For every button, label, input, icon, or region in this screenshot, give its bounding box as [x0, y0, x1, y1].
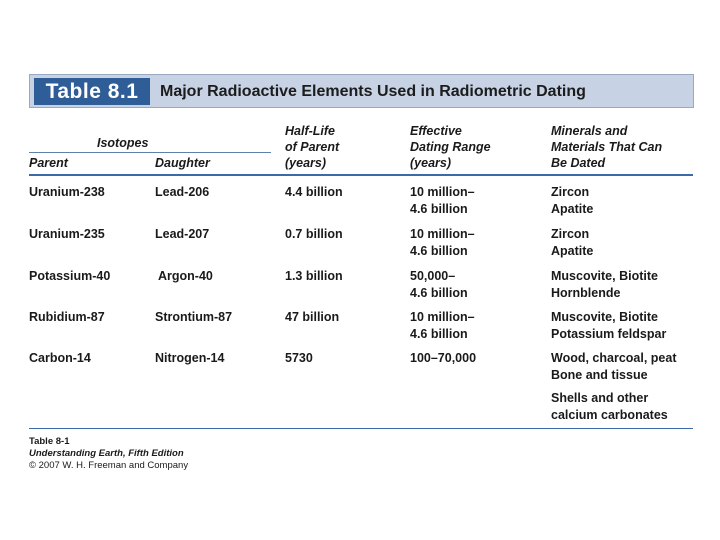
row-3-range-line-2: 4.6 billion — [410, 286, 468, 300]
row-5-range — [410, 350, 476, 367]
header-daughter: Daughter — [155, 156, 210, 170]
header-parent: Parent — [29, 156, 68, 170]
row-4-daughter: Strontium-87 — [155, 310, 233, 324]
row-2-mineral-1: Zircon — [551, 227, 590, 241]
row-1-range-line-1: 10 million– — [410, 185, 475, 199]
row-3-half-life: 1.3 billion — [285, 269, 343, 283]
row-1-mineral-1: Zircon — [551, 185, 590, 199]
row-3-range — [410, 268, 468, 302]
row-4-mineral-2: Potassium feldspar — [551, 327, 667, 341]
header-half-life — [285, 123, 339, 171]
table-number: Table 8.1 — [34, 78, 150, 105]
row-2-minerals — [551, 226, 593, 260]
row-5-minerals — [551, 350, 677, 424]
row-2-parent: Uranium-235 — [29, 227, 105, 241]
header-range-line-1: Effective — [410, 124, 462, 138]
row-3-parent: Potassium-40 — [29, 269, 111, 283]
table-bottom-rule — [29, 428, 693, 429]
row-1-range-line-2: 4.6 billion — [410, 202, 468, 216]
row-4-half-life: 47 billion — [285, 310, 340, 324]
row-3-mineral-2: Hornblende — [551, 286, 621, 300]
header-minerals — [551, 123, 662, 171]
row-5-parent: Carbon-14 — [29, 351, 91, 365]
row-3-range-line-1: 50,000– — [410, 269, 456, 283]
row-4-mineral-1: Muscovite, Biotite — [551, 310, 658, 324]
row-2-mineral-2: Apatite — [551, 244, 594, 258]
row-2-range-line-2: 4.6 billion — [410, 244, 468, 258]
table-title: Major Radioactive Elements Used in Radiometric Dating — [160, 83, 586, 100]
header-half-life-line-2: of Parent — [285, 140, 340, 154]
row-4-parent: Rubidium-87 — [29, 310, 105, 324]
header-half-life-line-3: (years) — [285, 156, 326, 170]
row-5-range-line-1: 100–70,000 — [410, 351, 477, 365]
footer-label: Table 8-1 — [29, 436, 70, 447]
row-5-half-life: 5730 — [285, 351, 313, 365]
row-1-minerals — [551, 184, 593, 218]
row-4-range-line-1: 10 million– — [410, 310, 475, 324]
row-3-minerals — [551, 268, 658, 302]
row-2-half-life: 0.7 billion — [285, 227, 343, 241]
header-range-line-2: Dating Range — [410, 140, 491, 154]
row-1-mineral-2: Apatite — [551, 202, 594, 216]
header-minerals-line-3: Be Dated — [551, 156, 606, 170]
row-4-range — [410, 309, 475, 343]
row-5-mineral-2: Bone and tissue — [551, 368, 648, 382]
row-1-range — [410, 184, 475, 218]
isotopes-underline — [29, 152, 271, 153]
row-5-mineral-4: calcium carbonates — [551, 408, 668, 422]
footer-book: Understanding Earth, Fifth Edition — [29, 448, 184, 459]
header-rule — [29, 174, 693, 176]
row-1-daughter: Lead-206 — [155, 185, 210, 199]
row-5-daughter: Nitrogen-14 — [155, 351, 225, 365]
row-5-mineral-1: Wood, charcoal, peat — [551, 351, 677, 365]
row-1-half-life: 4.4 billion — [285, 185, 343, 199]
row-2-daughter: Lead-207 — [155, 227, 210, 241]
header-minerals-line-1: Minerals and — [551, 124, 628, 138]
header-minerals-line-2: Materials That Can — [551, 140, 663, 154]
row-2-range-line-1: 10 million– — [410, 227, 475, 241]
row-2-range — [410, 226, 475, 260]
row-3-daughter: Argon-40 — [158, 269, 213, 283]
footer-copyright: © 2007 W. H. Freeman and Company — [29, 460, 189, 471]
header-isotopes: Isotopes — [97, 136, 149, 150]
header-dating-range — [410, 123, 491, 171]
row-3-mineral-1: Muscovite, Biotite — [551, 269, 658, 283]
row-1-parent: Uranium-238 — [29, 185, 105, 199]
row-5-mineral-3: Shells and other — [551, 391, 649, 405]
header-half-life-line-1: Half-Life — [285, 124, 335, 138]
row-4-minerals — [551, 309, 666, 343]
row-4-range-line-2: 4.6 billion — [410, 327, 468, 341]
header-range-line-3: (years) — [410, 156, 451, 170]
